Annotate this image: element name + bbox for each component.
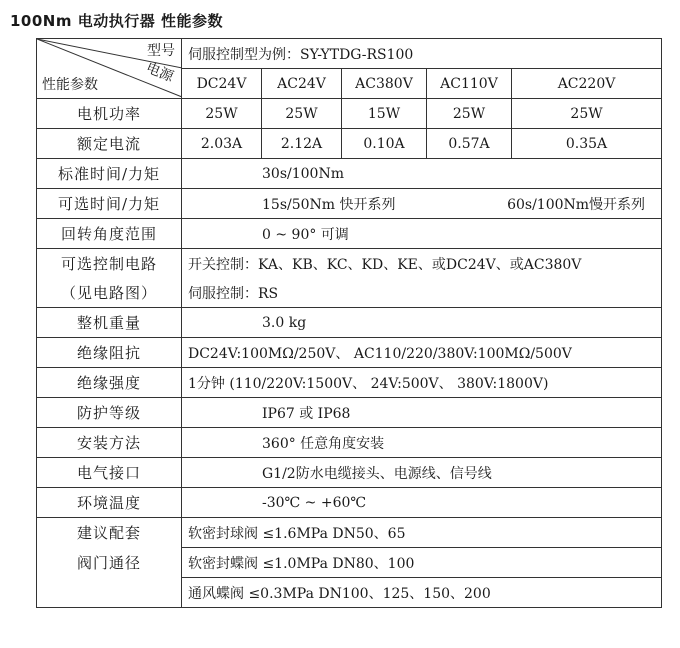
table-row xyxy=(37,428,662,458)
cell-value: IP67 或 IP68 xyxy=(182,398,662,428)
model-label: 型号 xyxy=(147,43,175,59)
page-title: 100Nm 电动执行器 性能参数 xyxy=(10,12,223,30)
cell-value: 伺服控制：RS xyxy=(182,278,662,308)
cell-value: 2.03A xyxy=(182,129,262,159)
table-row xyxy=(37,488,662,518)
table-row xyxy=(37,398,662,428)
row-label: 电机功率 xyxy=(37,99,182,129)
col-dc24v: DC24V xyxy=(182,69,262,99)
cell-value: G1/2防水电缆接头、电源线、信号线 xyxy=(182,458,662,488)
cell-value: DC24V:100MΩ/250V、 AC110/220/380V:100MΩ/500V xyxy=(182,338,662,368)
table-row xyxy=(37,578,662,608)
table-row xyxy=(37,338,662,368)
cell-value: 3.0 kg xyxy=(182,308,662,338)
cell-value: 2.12A xyxy=(262,129,342,159)
power-label: 电源 xyxy=(143,60,176,86)
cell-value: 25W xyxy=(512,99,662,129)
header-diagonal-cell xyxy=(37,39,182,99)
row-label: 防护等级 xyxy=(37,398,182,428)
cell-value: 软密封蝶阀 ≤1.0MPa DN80、100 xyxy=(182,548,662,578)
row-label: 建议配套 xyxy=(37,518,182,548)
cell-value xyxy=(182,189,662,219)
cell-value: 30s/100Nm xyxy=(182,159,662,189)
row-label: 绝缘强度 xyxy=(37,368,182,398)
perf-label: 性能参数 xyxy=(42,77,98,93)
col-ac24v: AC24V xyxy=(262,69,342,99)
table-row xyxy=(37,458,662,488)
model-example: 伺服控制型为例：SY-YTDG-RS100 xyxy=(182,39,662,69)
table-row xyxy=(37,219,662,249)
row-label: 可选控制电路 xyxy=(37,249,182,279)
table-row xyxy=(37,159,662,189)
col-ac110v: AC110V xyxy=(427,69,512,99)
table-row xyxy=(37,368,662,398)
table-row xyxy=(37,518,662,548)
cell-value: 1分钟 (110/220V:1500V、 24V:500V、 380V:1800V) xyxy=(182,368,662,398)
cell-value: 0.35A xyxy=(512,129,662,159)
cell-value: 25W xyxy=(427,99,512,129)
cell-value: 软密封球阀 ≤1.6MPa DN50、65 xyxy=(182,518,662,548)
col-ac380v: AC380V xyxy=(342,69,427,99)
cell-value: 360° 任意角度安装 xyxy=(182,428,662,458)
cell-value: 15W xyxy=(342,99,427,129)
row-label: （见电路图） xyxy=(37,278,182,308)
row-label: 额定电流 xyxy=(37,129,182,159)
opt-fast: 15s/50Nm 快开系列 xyxy=(262,196,396,213)
cell-value: 0.57A xyxy=(427,129,512,159)
row-label: 安装方法 xyxy=(37,428,182,458)
row-label: 标准时间/力矩 xyxy=(37,159,182,189)
opt-slow: 60s/100Nm慢开系列 xyxy=(507,196,646,213)
cell-value: -30℃ ~ +60℃ xyxy=(182,488,662,518)
row-label: 环境温度 xyxy=(37,488,182,518)
table-row xyxy=(37,189,662,219)
row-label: 回转角度范围 xyxy=(37,219,182,249)
row-label: 绝缘阻抗 xyxy=(37,338,182,368)
cell-value: 25W xyxy=(182,99,262,129)
row-label: 整机重量 xyxy=(37,308,182,338)
cell-value: 0 ~ 90° 可调 xyxy=(182,219,662,249)
row-label-empty xyxy=(37,578,182,608)
table-row xyxy=(37,249,662,279)
col-ac220v: AC220V xyxy=(512,69,662,99)
table-row xyxy=(37,548,662,578)
cell-value: 开关控制：KA、KB、KC、KD、KE、或DC24V、或AC380V xyxy=(182,249,662,279)
row-label: 可选时间/力矩 xyxy=(37,189,182,219)
cell-value: 25W xyxy=(262,99,342,129)
table-row xyxy=(37,129,662,159)
cell-value: 0.10A xyxy=(342,129,427,159)
table-row xyxy=(37,308,662,338)
row-label: 电气接口 xyxy=(37,458,182,488)
table-row xyxy=(37,99,662,129)
cell-value: 通风蝶阀 ≤0.3MPa DN100、125、150、200 xyxy=(182,578,662,608)
row-label: 阀门通径 xyxy=(37,548,182,578)
table-row xyxy=(37,278,662,308)
spec-table xyxy=(36,38,662,608)
